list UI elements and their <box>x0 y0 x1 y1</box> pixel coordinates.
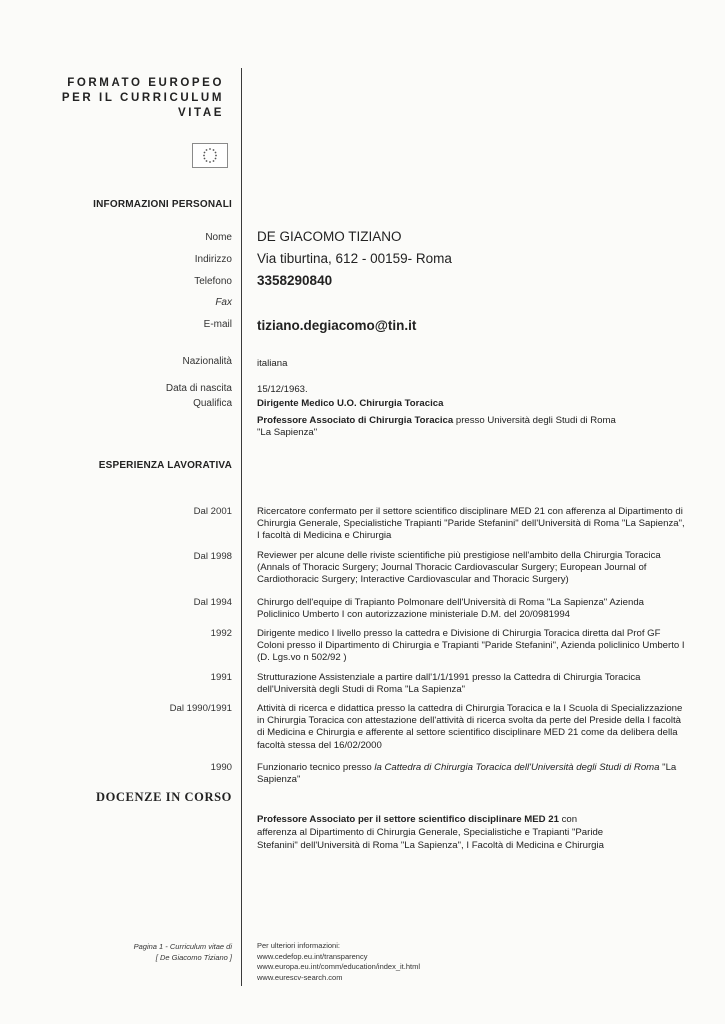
eu-flag-icon <box>192 143 228 168</box>
label-indirizzo: Indirizzo <box>194 254 232 265</box>
experience-text: Attività di ricerca e didattica presso la cattedra di Chirurgia Toracica e la I Scuola di Specializzazione in Chirurgia Toracica con attestazione dell'attività di ricerca svolta da perte del Preside della I facoltà di Medicina e Chirurgia e afferente al settore scientifico disciplinare MED 21 come da delibera della facoltà stessa del 16/02/2000 <box>257 703 683 751</box>
label-nazionalita: Nazionalità <box>182 356 232 367</box>
value-telefono: 3358290840 <box>257 273 333 288</box>
experience-text: Ricercatore confermato per il settore scientifico disciplinare MED 21 con afferenza al Dipartimento di Chirurgia Generale, Specialistiche Trapianti "Paride Stefanini" dell'Università di Roma "La Sapienza", I facoltà di Medicina e Chirurgia <box>257 506 685 542</box>
experience-text-end: "La Sapienza" <box>257 762 677 786</box>
section-teaching: DOCENZE IN CORSO <box>95 790 232 804</box>
footer-page-line-1: Pagina 1 - Curriculum vitae di <box>133 942 232 951</box>
footer-page-info <box>134 942 232 963</box>
footer-page-line-2: [ De Giacomo Tiziano ] <box>155 952 232 962</box>
experience-text: Dirigente medico I livello presso la cattedra e Divisione di Chirurgia Toracica diretta dal Prof GF Coloni presso il Dipartimento di Chirurgia e Trapianti "Paride Stefanini", Azienda policlinico Umberto I (D. Lgs.vo n 502/92 ) <box>257 628 685 664</box>
experience-text <box>257 762 682 786</box>
label-telefono: Telefono <box>194 276 232 287</box>
section-work-experience: ESPERIENZA LAVORATIVA <box>98 460 232 471</box>
value-nome: DE GIACOMO TIZIANO <box>257 229 402 244</box>
experience-text: Chirurgo dell'equipe di Trapianto Polmonare dell'Università di Roma "La Sapienza" Azienda Policlinico Umberto I con autorizzazione ministeriale D.M. del 20/0981994 <box>257 597 644 621</box>
teaching-text-bold: Professore Associato per il settore scientifico disciplinare MED 21 <box>257 814 559 825</box>
value-nazionalita: italiana <box>257 358 288 369</box>
header-line-1: FORMATO EUROPEO <box>67 77 224 89</box>
teaching-text <box>257 813 607 852</box>
experience-text: Reviewer per alcune delle riviste scientifiche più prestigiose nell'ambito della Chirurgia Toracica (Annals of Thoracic Surgery; Journal Thoracic Cardiovascular Surgery; European Journal of Cardiothoracic Surgery; Interactive Cardiovascular and Thoracic Surgery) <box>257 550 661 586</box>
footer-info-label: Per ulteriori informazioni: <box>257 941 340 950</box>
experience-date: 1990 <box>210 762 232 773</box>
qualifica-2-rest: presso Università degli Studi di Roma "La Sapienza" <box>257 415 616 439</box>
value-indirizzo: Via tiburtina, 612 - 00159- Roma <box>257 251 452 266</box>
footer-link[interactable]: www.eurescv-search.com <box>257 972 343 982</box>
experience-text: Strutturazione Assistenziale a partire dall'1/1/1991 presso la Cattedra di Chirurgia Toracica dell'Università degli Studi di Roma "La Sapienza" <box>257 672 641 696</box>
document-header <box>62 76 224 121</box>
column-divider <box>241 68 242 986</box>
footer-link[interactable]: www.cedefop.eu.int/transparency <box>257 951 368 961</box>
value-qualifica-2 <box>257 415 617 439</box>
value-qualifica-1: Dirigente Medico U.O. Chirurgia Toracica <box>257 398 444 409</box>
label-qualifica: Qualifica <box>193 398 232 409</box>
label-email: E-mail <box>203 319 232 330</box>
teaching-text-rest: con afferenza al Dipartimento di Chirurgia Generale, Specialistiche e Trapianti "Paride Stefanini" dell'Università di Roma "La Sapienza", I Facoltà di Medicina e Chirurgia <box>257 814 604 851</box>
experience-date: Dal 2001 <box>193 506 232 517</box>
label-nome: Nome <box>205 232 232 243</box>
experience-date: Dal 1990/1991 <box>169 703 232 714</box>
experience-text-plain: Funzionario tecnico presso <box>257 762 375 773</box>
experience-date: 1991 <box>210 672 232 683</box>
qualifica-2-bold: Professore Associato di Chirurgia Toracica <box>257 415 454 426</box>
label-data-nascita: Data di nascita <box>165 383 232 394</box>
experience-date: 1992 <box>210 628 232 639</box>
experience-date: Dal 1998 <box>193 551 232 562</box>
value-data-nascita: 15/12/1963. <box>257 384 308 395</box>
section-personal-info: INFORMAZIONI PERSONALI <box>93 199 232 210</box>
experience-date: Dal 1994 <box>193 597 232 608</box>
header-line-2: PER IL CURRICULUM <box>61 92 224 104</box>
value-email[interactable]: tiziano.degiacomo@tin.it <box>257 318 417 333</box>
footer-link[interactable]: www.europa.eu.int/comm/education/index_it.html <box>257 962 421 971</box>
experience-text-italic: la Cattedra di Chirurgia Toracica dell'Università degli Studi di Roma <box>374 762 660 773</box>
footer-links <box>257 941 420 983</box>
header-line-3: VITAE <box>177 107 224 119</box>
label-fax: Fax <box>215 297 232 308</box>
